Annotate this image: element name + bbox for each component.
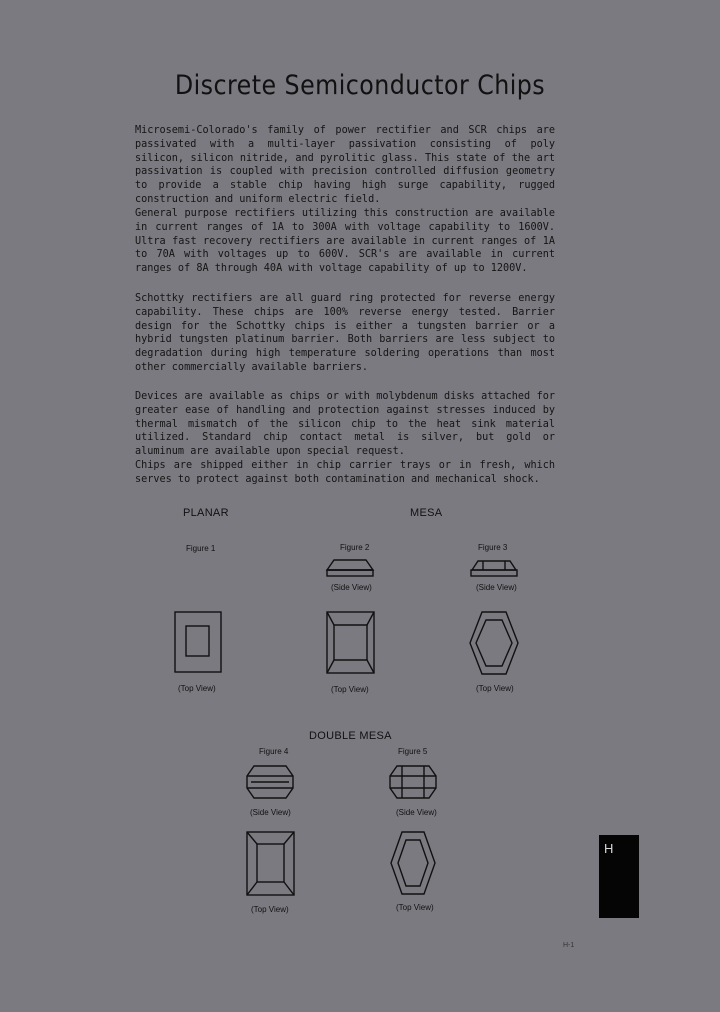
planar-top-view-diagram bbox=[173, 610, 223, 674]
mesa-hex-side-view-diagram bbox=[469, 558, 519, 580]
mesa-side-view-diagram bbox=[325, 558, 375, 580]
figure-4-side-view-label: (Side View) bbox=[250, 808, 291, 817]
mesa-hex-top-view-diagram bbox=[468, 610, 520, 676]
figure-5-label: Figure 5 bbox=[398, 747, 428, 756]
figure-2-label: Figure 2 bbox=[340, 543, 370, 552]
figure-3-side-view-label: (Side View) bbox=[476, 583, 517, 592]
paragraph-shipping: Chips are shipped either in chip carrier trays or in fresh, which serves to protect against both contamination and mechanical shock. bbox=[135, 460, 555, 485]
paragraph-rectifier-ranges: General purpose rectifiers utilizing this construction are available in current ranges of 1A to 300A with voltage capability to 1600V. Ultra fast recovery rectifiers are available in current ranges of 1A to 70A with voltages up to 600V. SCR's are available in current ranges of 8A through 40A with voltage capability of up to 1200V. bbox=[135, 208, 555, 275]
double-mesa-hex-side-view-diagram bbox=[388, 764, 438, 800]
double-mesa-hex-top-view-diagram bbox=[388, 830, 440, 896]
figure-5-side-view-label: (Side View) bbox=[396, 808, 437, 817]
figure-3-top-view-label: (Top View) bbox=[476, 684, 514, 693]
figure-4-label: Figure 4 bbox=[259, 747, 289, 756]
mesa-top-view-diagram bbox=[325, 610, 377, 676]
section-tab-letter: H bbox=[604, 841, 614, 856]
double-mesa-top-view-diagram bbox=[245, 830, 297, 898]
figure-1-label: Figure 1 bbox=[186, 544, 216, 553]
figure-3-label: Figure 3 bbox=[478, 543, 508, 552]
page-number: H-1 bbox=[563, 942, 575, 949]
figure-5-top-view-label: (Top View) bbox=[396, 903, 434, 912]
figure-4-top-view-label: (Top View) bbox=[251, 905, 289, 914]
page-title: Discrete Semiconductor Chips bbox=[174, 70, 546, 101]
double-mesa-side-view-diagram bbox=[245, 764, 295, 800]
figure-2-top-view-label: (Top View) bbox=[331, 685, 369, 694]
figure-2-side-view-label: (Side View) bbox=[331, 583, 372, 592]
section-tab bbox=[599, 835, 639, 918]
figure-1-top-view-label: (Top View) bbox=[178, 684, 216, 693]
paragraph-schottky: Schottky rectifiers are all guard ring protected for reverse energy capability. These chips are 100% reverse energy tested. Barrier design for the Schottky chips is either a tungsten barrier or a hybrid tungsten platinum barrier. Both barriers are less subject to degradation during high temperature soldering operations than most other commercially available barriers. bbox=[135, 293, 555, 373]
section-label-mesa: MESA bbox=[410, 507, 443, 519]
paragraph-molybdenum: Devices are available as chips or with molybdenum disks attached for greater ease of handling and protection against stresses induced by thermal mismatch of the silicon chip to the heat sink material utilized. Standard chip contact metal is silver, but gold or aluminum are available upon special request. bbox=[135, 391, 555, 458]
section-label-planar: PLANAR bbox=[183, 507, 229, 519]
paragraph-passivation: Microsemi-Colorado's family of power rectifier and SCR chips are passivated with a multi-layer passivation consisting of poly silicon, silicon nitride, and pyrolitic glass. This state of the art passivation is coupled with precision controlled diffusion geometry to provide a stable chip having high surge capability, rugged construction and uniform electric field. bbox=[135, 125, 555, 205]
section-label-double-mesa: DOUBLE MESA bbox=[309, 730, 392, 742]
